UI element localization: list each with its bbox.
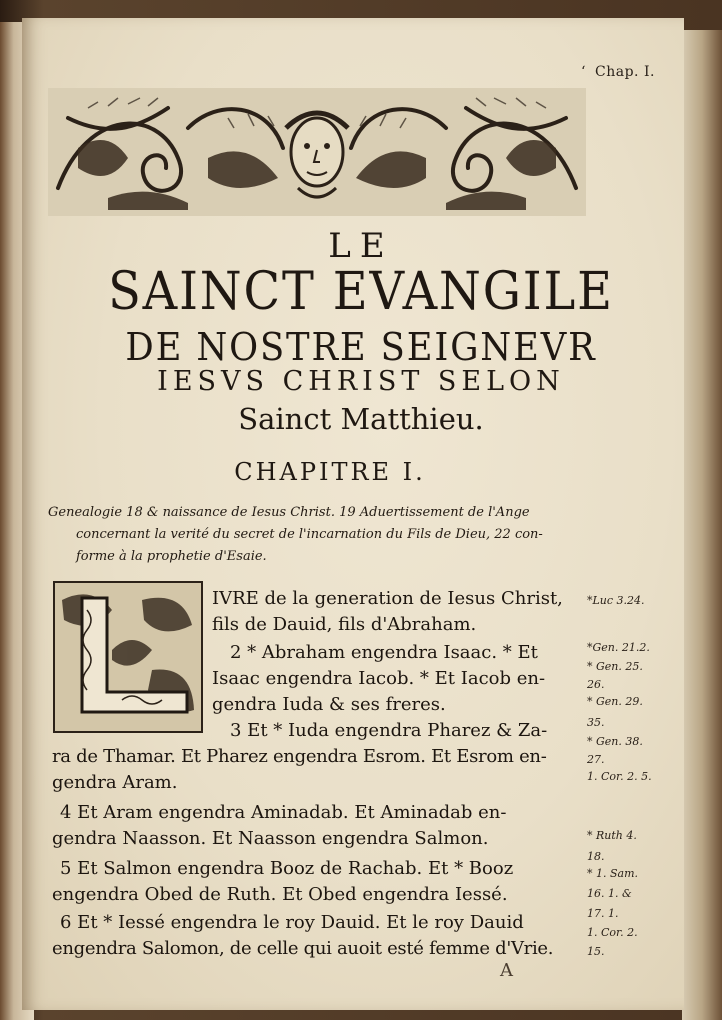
- text-line: IVRE de la generation de Iesus Christ,: [212, 588, 563, 609]
- text-line: 5 Et Salmon engendra Booz de Rachab. Et * Booz: [60, 858, 514, 879]
- text-line: 4 Et Aram engendra Aminadab. Et Aminadab en-: [60, 802, 507, 823]
- chapter-heading: CHAPITRE I.: [234, 458, 426, 486]
- margin-note: 1. Cor. 2. 5.: [587, 770, 652, 783]
- text-line: 6 Et * Iessé engendra le roy Dauid. Et le roy Dauid: [60, 912, 524, 933]
- text-line: engendra Salomon, de celle qui auoit esté femme d'Vrie.: [52, 938, 554, 959]
- margin-note: * Gen. 38.: [587, 735, 643, 748]
- text-line: Isaac engendra Iacob. * Et Iacob en-: [212, 668, 546, 689]
- margin-note: 27.: [587, 753, 605, 766]
- margin-note: 26.: [587, 678, 605, 691]
- running-head-mark: ʻ: [581, 64, 586, 80]
- text-line: 3 Et * Iuda engendra Pharez & Za-: [230, 720, 548, 741]
- text-line: engendra Obed de Ruth. Et Obed engendra Iessé.: [52, 884, 508, 905]
- margin-note: 35.: [587, 716, 605, 729]
- right-page-edges: [682, 30, 722, 1020]
- margin-note: 1. Cor. 2.: [587, 926, 638, 939]
- margin-note: * Ruth 4.: [587, 829, 637, 842]
- title-line-2: SAINCT EVANGILE: [108, 262, 614, 322]
- headpiece-ornament: [48, 88, 586, 216]
- chapter-summary: [48, 502, 588, 568]
- text-line: gendra Iuda & ses freres.: [212, 694, 446, 715]
- text-line: ra de Thamar. Et Pharez engendra Esrom. Et Esrom en-: [52, 746, 547, 767]
- title-line-5: Sainct Matthieu.: [238, 402, 484, 436]
- margin-note: * Gen. 25.: [587, 660, 643, 673]
- margin-note: 17. 1.: [587, 907, 619, 920]
- title-line-1: LE: [328, 226, 394, 266]
- margin-note: *Luc 3.24.: [587, 594, 645, 607]
- title-line-4: IESVS CHRIST SELON: [157, 366, 565, 397]
- margin-note: 18.: [587, 850, 605, 863]
- summary-line: Genealogie 18 & naissance de Iesus Christ. 19 Aduertissement de l'Ange: [48, 505, 530, 520]
- decorated-initial-L: [52, 580, 204, 734]
- text-line: gendra Naasson. Et Naasson engendra Salmon.: [52, 828, 489, 849]
- text-line: fils de Dauid, fils d'Abraham.: [212, 614, 477, 635]
- text-line: 2 * Abraham engendra Isaac. * Et: [230, 642, 538, 663]
- text-line: gendra Aram.: [52, 772, 178, 793]
- summary-line: concernant la verité du secret de l'incarnation du Fils de Dieu, 22 con-: [76, 527, 543, 542]
- margin-note: 15.: [587, 945, 605, 958]
- running-head: [581, 64, 655, 80]
- running-head-label: Chap. I.: [595, 64, 655, 80]
- summary-line: forme à la prophetie d'Esaie.: [76, 549, 267, 564]
- signature-mark: A: [500, 960, 513, 981]
- margin-note: 16. 1. &: [587, 887, 632, 900]
- margin-note: *Gen. 21.2.: [587, 641, 650, 654]
- margin-note: * 1. Sam.: [587, 867, 639, 880]
- title-line-3: DE NOSTRE SEIGNEVR: [125, 325, 597, 369]
- margin-note: * Gen. 29.: [587, 695, 643, 708]
